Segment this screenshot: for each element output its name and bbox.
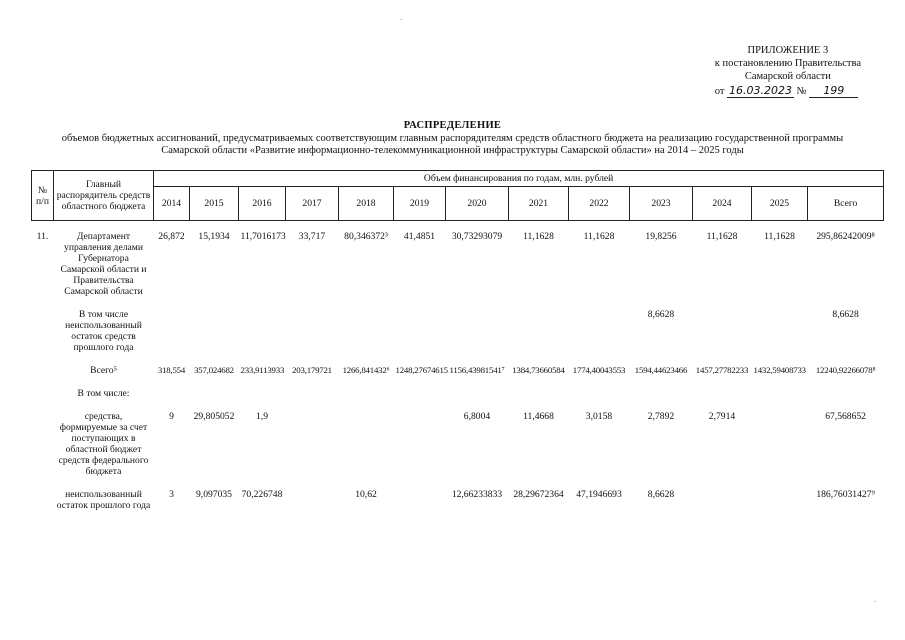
value-cell: 203,179721	[292, 365, 332, 375]
value-cell: 1384,73660584	[512, 365, 565, 375]
value-cell: 1457,27782233	[695, 365, 749, 375]
value-cell	[286, 485, 339, 519]
funding-table	[31, 170, 884, 519]
appendix-line-resolution: к постановлению Правительства	[714, 58, 861, 69]
handwritten-number: 199	[809, 84, 858, 98]
row-index: 11.	[36, 231, 49, 242]
year-header: 2019	[394, 187, 446, 221]
value-cell: 8,6628	[832, 309, 859, 320]
value-cell	[190, 384, 239, 407]
value-cell: 33,717	[298, 231, 326, 242]
scan-mark: ·	[400, 16, 403, 24]
value-cell: 47,1946693	[576, 489, 622, 500]
value-cell: 19,8256	[645, 231, 677, 242]
appendix-block	[715, 44, 861, 98]
value-cell	[339, 384, 394, 407]
value-cell	[190, 305, 239, 361]
value-cell: 29,805052	[193, 411, 235, 422]
table-row	[32, 305, 884, 361]
title-line-2: объемов бюджетных ассигнований, предусматриваемых соответствующим главным распорядителям средств областного бюджета на реализацию государственной программы	[61, 132, 844, 144]
value-cell	[752, 384, 808, 407]
row-name: неиспользованный остаток прошлого года	[56, 489, 151, 511]
value-cell: 11,1628	[523, 231, 554, 242]
value-cell	[154, 384, 190, 407]
year-header: 2023	[630, 187, 693, 221]
appendix-line-region: Самарской области	[744, 71, 831, 82]
table-row	[32, 384, 884, 407]
value-cell: 12,66233833	[451, 489, 503, 500]
value-cell: 3,0158	[585, 411, 613, 422]
value-cell	[286, 384, 339, 407]
title-main: РАСПРЕДЕЛЕНИЕ	[403, 120, 502, 131]
value-cell: 186,76031427⁹	[816, 489, 875, 500]
row-name: средства, формируемые за счет поступающих в областной бюджет средств федерального бюджета	[58, 411, 149, 477]
header-row-years	[32, 187, 884, 221]
value-cell	[752, 305, 808, 361]
handwritten-date: 16.03.2023	[729, 84, 793, 97]
value-cell	[509, 305, 569, 361]
year-header: 2014	[154, 187, 190, 221]
value-cell: 233,9113933	[240, 365, 285, 375]
value-cell: 1594,44623466	[634, 365, 688, 375]
value-cell: 41,4851	[403, 231, 436, 242]
col-group-header: Объем финансирования по годам, млн. рублей	[154, 171, 884, 187]
row-index	[32, 384, 54, 407]
value-cell: 295,86242009⁸	[816, 231, 875, 242]
year-header: 2020	[446, 187, 509, 221]
value-cell	[339, 305, 394, 361]
value-cell: 10,62	[355, 489, 377, 500]
value-cell	[446, 384, 509, 407]
value-cell: 80,346372³	[344, 231, 388, 242]
year-header: 2017	[286, 187, 339, 221]
value-cell	[509, 384, 569, 407]
row-index	[32, 407, 54, 485]
value-cell: 1266,841432⁶	[342, 365, 390, 375]
row-index	[32, 305, 54, 361]
value-cell: 8,6628	[647, 489, 675, 500]
value-cell: 3	[169, 489, 174, 500]
value-cell	[339, 407, 394, 485]
value-cell	[693, 305, 752, 361]
value-cell: 9,097035	[196, 489, 232, 500]
value-cell	[286, 305, 339, 361]
value-cell	[808, 384, 884, 407]
value-cell: 8,6628	[647, 309, 675, 320]
value-cell: 1774,40043553	[572, 365, 626, 375]
value-cell	[286, 407, 339, 485]
value-cell	[693, 384, 752, 407]
value-cell: 9	[169, 411, 174, 422]
value-cell: 11,1628	[583, 231, 615, 242]
value-cell: 67,568652	[825, 411, 866, 422]
scan-mark: ·	[874, 598, 877, 606]
row-name: Всего⁵	[90, 365, 117, 376]
row-name: В том числе неиспользованный остаток средств прошлого года	[65, 309, 142, 353]
value-cell: 11,4668	[523, 411, 554, 422]
row-index	[32, 485, 54, 519]
year-header: 2025	[752, 187, 808, 221]
value-cell: 28,29672364	[513, 489, 564, 500]
table-row	[32, 407, 884, 485]
date-prefix: от	[714, 86, 725, 97]
value-cell	[154, 305, 190, 361]
value-cell: 70,226748	[241, 489, 283, 500]
value-cell	[446, 305, 509, 361]
value-cell	[569, 384, 630, 407]
value-cell: 11,7016173	[240, 231, 286, 242]
value-cell	[239, 305, 286, 361]
year-header: 2015	[190, 187, 239, 221]
total-header: Всего	[808, 187, 884, 221]
value-cell	[693, 485, 752, 519]
value-cell: 1248,27674615	[395, 365, 448, 375]
year-header: 2024	[693, 187, 752, 221]
value-cell: 357,024682	[194, 365, 234, 375]
year-header: 2016	[239, 187, 286, 221]
value-cell	[394, 384, 446, 407]
row-name: Департамент управления делами Губернатора Самарской области и Правительства Самарской области	[60, 231, 147, 297]
value-cell: 318,554	[157, 365, 186, 375]
title-line-3: Самарской области «Развитие информационно-телекоммуникационной инфраструктуры Самарской области» на 2014 – 2025 годы	[161, 145, 744, 156]
value-cell	[394, 485, 446, 519]
value-cell: 11,1628	[764, 231, 795, 242]
value-cell	[239, 384, 286, 407]
col-name-header: Главный распорядитель средств областного бюджета	[54, 171, 154, 221]
value-cell	[394, 407, 446, 485]
value-cell: 2,7914	[708, 411, 736, 422]
value-cell: 26,872	[158, 231, 185, 242]
table-row	[32, 485, 884, 519]
value-cell: 12240,92266078⁸	[815, 365, 876, 375]
value-cell: 2,7892	[647, 411, 675, 422]
year-header: 2021	[509, 187, 569, 221]
document-title	[0, 120, 905, 158]
table-row	[32, 221, 884, 306]
col-number-header: № п/п	[32, 171, 54, 221]
value-cell	[630, 384, 693, 407]
value-cell: 1156,43981541⁷	[449, 365, 505, 375]
value-cell	[394, 305, 446, 361]
value-cell	[752, 485, 808, 519]
value-cell	[752, 407, 808, 485]
row-index	[32, 361, 54, 384]
value-cell: 1432,59408733	[753, 365, 806, 375]
appendix-title: ПРИЛОЖЕНИЕ 3	[747, 45, 829, 56]
header-row-1	[32, 171, 884, 187]
appendix-order-line	[715, 84, 861, 98]
value-cell: 6,8004	[463, 411, 491, 422]
table-body	[32, 221, 884, 520]
number-prefix: №	[796, 86, 807, 97]
value-cell: 15,1934	[198, 231, 230, 242]
year-header: 2022	[569, 187, 630, 221]
table-row	[32, 361, 884, 384]
value-cell	[569, 305, 630, 361]
value-cell: 11,1628	[706, 231, 738, 242]
row-name: В том числе:	[77, 388, 130, 399]
year-header: 2018	[339, 187, 394, 221]
value-cell: 1,9	[256, 411, 268, 422]
value-cell: 30,73293079	[451, 231, 503, 242]
